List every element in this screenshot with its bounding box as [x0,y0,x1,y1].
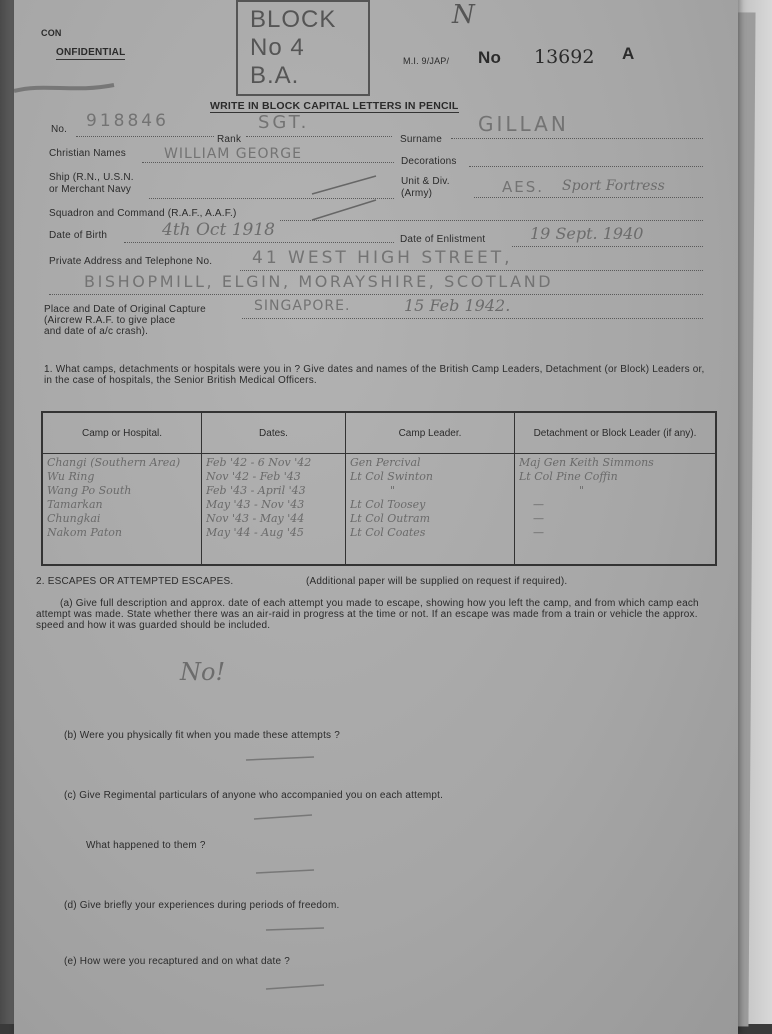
leader-entry: Gen Percival [350,456,421,469]
capture-date-value: 15 Feb 1942. [404,296,511,315]
leader-entry: Lt Col Swinton [350,470,433,483]
leader-entry: " [390,484,396,497]
field-line [451,138,703,139]
capture-label-line-1: Place and Date of Original Capture [44,304,206,315]
section-2-note: (Additional paper will be supplied on request if required). [306,576,568,587]
camp-entry: Nakom Paton [47,526,122,539]
camp-column [42,454,202,566]
squadron-label: Squadron and Command (R.A.F., A.A.F.) [49,208,237,219]
field-line [240,270,703,271]
dates-entry: Nov '42 - Feb '43 [206,470,301,483]
decorations-label: Decorations [401,156,457,167]
question-2b-text: (b) Were you physically fit when you made these attempts ? [64,730,340,741]
service-number-label: No. [51,124,68,135]
camp-entry: Changi (Southern Area) [47,456,181,469]
field-line [246,136,392,137]
form-sheet [14,0,738,1034]
reference-prefix: M.I. 9/JAP/ [403,56,450,66]
question-1-text: 1. What camps, detachments or hospitals were you in ? Give dates and names of the British Camp Leaders, Detachment (or Block) Leaders or, in the case of hospitals, the Senior British Medical Officers. [44,364,705,386]
field-line [142,162,394,163]
camps-table [41,411,717,566]
unit-value-2: Sport Fortress [562,178,665,194]
number-label: No [478,48,502,67]
field-line [49,294,703,295]
leader-entry: Lt Col Coates [350,526,426,539]
answer-dash-mark [244,754,324,764]
leader-entry: Lt Col Toosey [350,498,426,511]
date-of-birth-value: 4th Oct 1918 [162,220,275,240]
section-2-heading: 2. ESCAPES OR ATTEMPTED ESCAPES. [36,576,234,587]
corner-handwritten-mark: N [452,0,475,30]
capture-label-line-3: and date of a/c crash). [44,326,149,337]
column-header-camp-leader: Camp Leader. [346,412,515,454]
christian-names-label: Christian Names [49,148,126,159]
camp-entry: Wu Ring [47,470,95,483]
stamp-line-1: BLOCK [250,6,337,33]
dates-entry: Feb '43 - April '43 [206,484,306,497]
field-line [242,318,703,319]
dates-entry: May '44 - Aug '45 [206,526,304,539]
field-line [76,136,214,137]
dates-entry: May '43 - Nov '43 [206,498,305,511]
camp-entry: Wang Po South [47,484,132,497]
enlistment-label: Date of Enlistment [400,234,486,245]
stamp-line-3: B.A. [250,62,300,89]
capture-label-line-2: (Aircrew R.A.F. to give place [44,315,176,326]
address-value-line-2: BISHOPMILL, ELGIN, MORAYSHIRE, SCOTLAND [84,272,554,291]
answer-dash-mark [264,924,334,934]
block-leader-entry: — [533,512,544,525]
camp-entry: Chungkai [47,512,101,525]
leader-entry: Lt Col Outram [350,512,431,525]
column-header-dates: Dates. [202,412,346,454]
field-line [512,246,703,247]
column-header-block-leader: Detachment or Block Leader (if any). [515,412,717,454]
form-suffix: A [622,44,635,63]
capture-label [44,304,206,337]
question-2d-text: (d) Give briefly your experiences during periods of freedom. [64,900,340,911]
dates-column [202,454,346,566]
answer-dash-mark [264,982,334,992]
field-line [280,220,703,221]
camp-leader-column [346,454,515,566]
confidential-label: ONFIDENTIAL [56,47,126,58]
block-leader-entry: — [533,526,544,539]
block-leader-entry: — [533,498,544,511]
field-line [124,242,394,243]
question-2a-text: (a) Give full description and approx. date of each attempt you made to escape, showing how you left the camp, and from which camp each attempt was made. State whether there was an air-raid in progress at the time or not. If an escape was made from a train or vehicle the approx. speed and how it was guarded should be included. [36,598,699,631]
service-number-value: 918846 [86,111,169,131]
instruction-heading: WRITE IN BLOCK CAPITAL LETTERS IN PENCIL [210,100,459,112]
block-leader-entry: Lt Col Pine Coffin [519,470,618,483]
field-line [469,166,703,167]
surname-label: Surname [400,134,442,145]
block-leader-entry: " [579,484,585,497]
string-tie [14,79,119,95]
dates-entry: Nov '43 - May '44 [206,512,305,525]
block-leader-entry: Maj Gen Keith Simmons [519,456,654,469]
question-2a-answer: No! [180,658,226,686]
dates-entry: Feb '42 - 6 Nov '42 [206,456,312,469]
ship-label-line-1: Ship (R.N., U.S.N. [49,172,134,183]
question-2c-followup-text: What happened to them ? [86,840,206,851]
ship-label-line-2: or Merchant Navy [49,184,132,195]
camp-entry: Tamarkan [47,498,103,511]
unit-label-line-2: (Army) [401,188,433,199]
question-2e-text: (e) How were you recaptured and on what date ? [64,956,290,967]
surname-value: GILLAN [478,112,569,136]
block-stamp [236,0,370,96]
confidential-overwrite: CON [41,28,62,38]
rank-value: SGT. [258,112,310,133]
unit-value: AES. [502,178,545,196]
unit-label [401,176,450,200]
question-2c-text: (c) Give Regimental particulars of anyone who accompanied you on each attempt. [64,790,444,801]
stamp-line-2: No 4 [250,34,305,61]
enlistment-value: 19 Sept. 1940 [530,224,644,243]
form-number: 13692 [534,46,595,68]
unit-label-line-1: Unit & Div. [401,176,450,187]
address-value-line-1: 41 WEST HIGH STREET, [252,248,513,268]
block-leader-column [515,454,717,566]
answer-dash-mark [254,866,324,876]
address-label: Private Address and Telephone No. [49,256,213,267]
rank-label: Rank [217,134,242,145]
column-header-camp: Camp or Hospital. [42,412,202,454]
christian-names-value: WILLIAM GEORGE [164,146,302,162]
capture-place-value: SINGAPORE. [254,298,351,314]
ship-label [49,172,134,196]
field-line [474,197,703,198]
answer-dash-mark [252,812,322,822]
date-of-birth-label: Date of Birth [49,230,108,241]
